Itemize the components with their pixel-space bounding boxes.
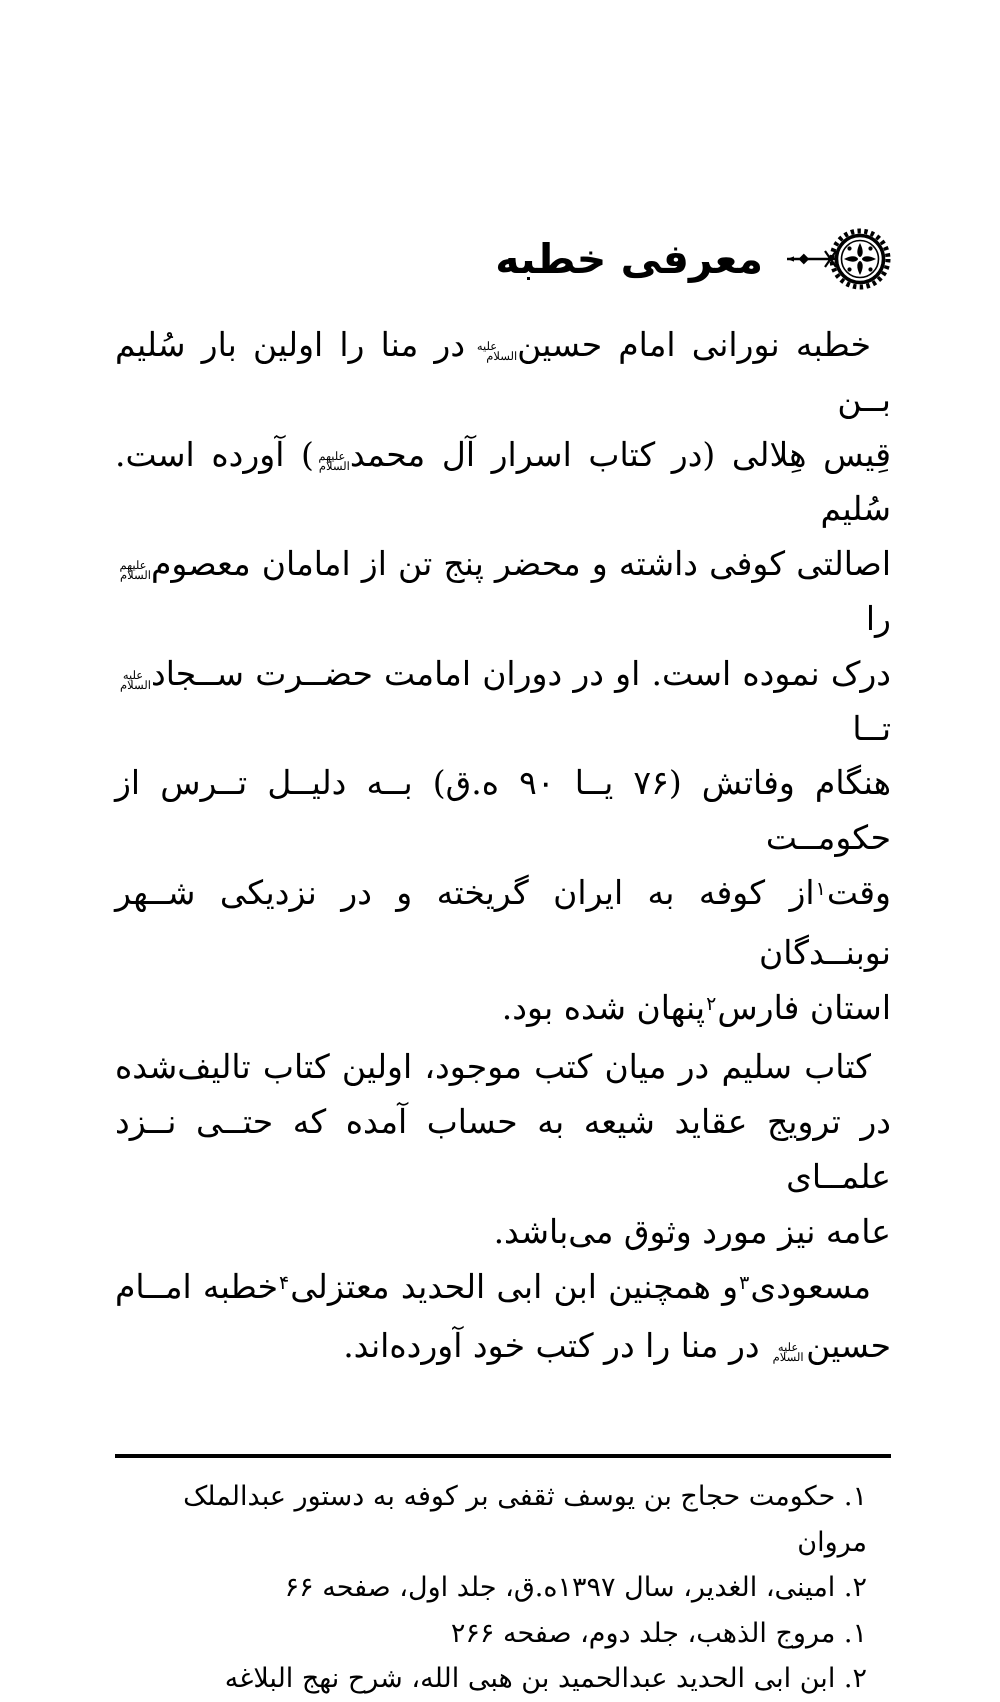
body-line bbox=[115, 318, 891, 428]
footnote-item: ۲. ابن ابی الحدید عبدالحمید بن هبی الله، شرح نهج البلاغه bbox=[224, 1663, 867, 1695]
body-line bbox=[115, 1205, 891, 1260]
text-run: درک نموده است. او در دوران امامت حضــرت ســجاد bbox=[151, 653, 891, 693]
body-line bbox=[115, 1260, 891, 1320]
text-run: و همچنین ابن ابی الحدید معتزلی bbox=[290, 1266, 739, 1306]
text-run: حسین bbox=[806, 1326, 891, 1366]
text-run: در منا را اولین بار سُلیم بــن bbox=[115, 325, 891, 419]
text-run: را bbox=[865, 598, 891, 638]
text-run: خطبه امــام bbox=[115, 1266, 278, 1306]
text-run: کتاب سلیم در میان کتب موجود، اولین کتاب تالیف‌شده bbox=[115, 1047, 871, 1087]
body-line bbox=[115, 981, 891, 1041]
section-header bbox=[115, 222, 891, 296]
body-line bbox=[115, 428, 891, 538]
honorific-symbol: علیهم السلام bbox=[318, 448, 350, 473]
body-paragraphs bbox=[115, 318, 891, 1374]
honorific-symbol: علیهم السلام bbox=[119, 558, 151, 583]
footnote-item: ۲. امینی، الغدیر، سال ۱۳۹۷ه.ق، جلد اول، صفحه ۶۶ bbox=[284, 1572, 867, 1604]
honorific-symbol: علیه السلام bbox=[120, 667, 151, 692]
text-run: پنهان شده بود. bbox=[501, 987, 706, 1027]
text-run: اصالتی کوفی داشته و محضر پنج تن از امامان معصوم bbox=[151, 544, 891, 584]
text-run: قِیس هِلالی (در کتاب اسرار آل محمد bbox=[349, 434, 891, 474]
body-line bbox=[115, 866, 891, 981]
text-run: تــا bbox=[852, 708, 891, 748]
body-line bbox=[115, 537, 891, 647]
text-run: هنگام وفاتش (۷۶ یــا ۹۰ ه.ق) بــه دلیــل تــرس از حکومــت bbox=[115, 763, 891, 858]
honorific-symbol: علیه السلام bbox=[772, 1340, 804, 1365]
footnote-marker: ۴ bbox=[279, 1270, 290, 1294]
footnote-marker: ۱ bbox=[815, 877, 826, 901]
text-run: عامه نیز مورد وثوق می‌باشد. bbox=[493, 1211, 891, 1251]
footnote-separator bbox=[115, 1454, 891, 1458]
text-run: وقت bbox=[826, 872, 891, 912]
body-line bbox=[115, 647, 891, 757]
text-run: مسعودی bbox=[750, 1266, 871, 1306]
body-line bbox=[115, 1319, 891, 1374]
footnote-item: ۱. حکومت حجاج بن یوسف ثقفی بر کوفه به دستور عبدالملک مروان bbox=[183, 1481, 867, 1558]
footnotes-list bbox=[115, 1474, 891, 1702]
text-run: از کوفه به ایران گریخته و در نزدیکی شــهر نوبنــدگان bbox=[115, 872, 891, 972]
body-line bbox=[115, 1040, 891, 1095]
body-line bbox=[115, 1095, 891, 1205]
text-run: در منا را در کتب خود آورده‌اند. bbox=[343, 1326, 771, 1366]
body-line bbox=[115, 756, 891, 866]
section-title: معرفی خطبه bbox=[495, 234, 763, 283]
honorific-symbol: علیه السلام bbox=[476, 339, 518, 363]
text-run: ) آورده است. سُلیم bbox=[115, 434, 891, 529]
footnote-marker: ۳ bbox=[739, 1270, 750, 1294]
footnote-marker: ۲ bbox=[706, 991, 717, 1015]
text-run: استان فارس bbox=[717, 987, 891, 1027]
page-content bbox=[115, 0, 891, 1702]
rosette-ornament-icon bbox=[785, 223, 891, 295]
text-run: در ترویج عقاید شیعه به حساب آمده که حتــی نــزد علمــای bbox=[115, 1102, 891, 1196]
footnote-item: ۱. مروج الذهب، جلد دوم، صفحه ۲۶۶ bbox=[450, 1617, 867, 1649]
text-run: خطبه نورانی امام حسین bbox=[517, 325, 871, 364]
